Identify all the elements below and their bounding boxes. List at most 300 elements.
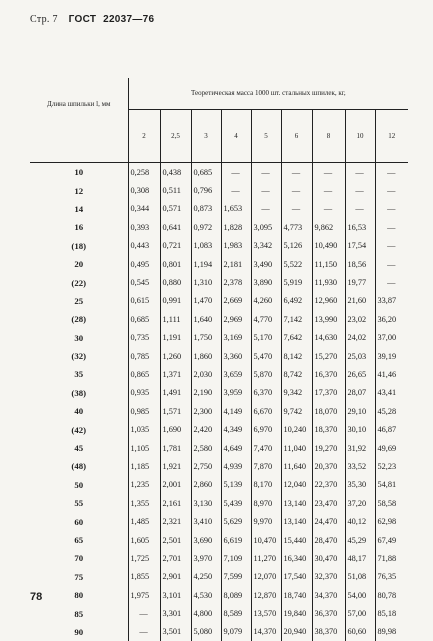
mass-cell: 3,690 xyxy=(191,531,221,549)
mass-cell: 11,040 xyxy=(281,439,312,457)
mass-cell: 2,001 xyxy=(160,476,191,494)
mass-cell: 26,65 xyxy=(345,365,375,383)
mass-cell: 0,308 xyxy=(128,181,160,199)
table-row xyxy=(30,365,408,383)
mass-cell: — xyxy=(128,623,160,641)
mass-cell: 40,12 xyxy=(345,512,375,530)
mass-cell: 2,901 xyxy=(160,568,191,586)
mass-cell: 0,511 xyxy=(160,181,191,199)
diameter-header: 10 xyxy=(345,109,375,162)
mass-cell: 1,035 xyxy=(128,420,160,438)
mass-cell: 8,742 xyxy=(281,365,312,383)
mass-cell: 1,355 xyxy=(128,494,160,512)
table-row xyxy=(30,420,408,438)
mass-cell: 2,190 xyxy=(191,384,221,402)
length-cell: 90 xyxy=(30,623,128,641)
mass-cell: 4,773 xyxy=(281,218,312,236)
mass-cell: 24,470 xyxy=(312,512,345,530)
mass-cell: 1,690 xyxy=(160,420,191,438)
length-cell: 45 xyxy=(30,439,128,457)
mass-cell: 36,370 xyxy=(312,604,345,622)
mass-cell: 3,130 xyxy=(191,494,221,512)
mass-cell: — xyxy=(251,181,281,199)
mass-cell: 9,342 xyxy=(281,384,312,402)
mass-cell: 1,105 xyxy=(128,439,160,457)
mass-cell: 4,149 xyxy=(221,402,251,420)
table-row xyxy=(30,347,408,365)
mass-cell: 23,470 xyxy=(312,494,345,512)
mass-cell: 51,08 xyxy=(345,568,375,586)
mass-cell: — xyxy=(312,163,345,182)
mass-cell: — xyxy=(221,163,251,182)
mass-cell: 2,501 xyxy=(160,531,191,549)
diameter-header: 6 xyxy=(281,109,312,162)
length-cell: 70 xyxy=(30,549,128,567)
mass-cell: 10,490 xyxy=(312,237,345,255)
mass-cell: 0,801 xyxy=(160,255,191,273)
mass-cell: 2,161 xyxy=(160,494,191,512)
mass-cell: 17,540 xyxy=(281,568,312,586)
mass-cell: 80,78 xyxy=(375,586,408,604)
mass-cell: 85,18 xyxy=(375,604,408,622)
mass-cell: 33,87 xyxy=(375,292,408,310)
mass-cell: 0,721 xyxy=(160,237,191,255)
mass-cell: 12,960 xyxy=(312,292,345,310)
mass-cell: 1,571 xyxy=(160,402,191,420)
mass-cell: 1,750 xyxy=(191,329,221,347)
mass-cell: 1,083 xyxy=(191,237,221,255)
mass-cell: 4,649 xyxy=(221,439,251,457)
mass-cell: 8,170 xyxy=(251,476,281,494)
mass-cell: 12,070 xyxy=(251,568,281,586)
mass-cell: 0,685 xyxy=(191,163,221,182)
mass-cell: 1,235 xyxy=(128,476,160,494)
mass-cell: 62,98 xyxy=(375,512,408,530)
mass-cell: 71,88 xyxy=(375,549,408,567)
mass-cell: 7,470 xyxy=(251,439,281,457)
mass-cell: 7,142 xyxy=(281,310,312,328)
mass-cell: 8,970 xyxy=(251,494,281,512)
mass-cell: 1,185 xyxy=(128,457,160,475)
mass-cell: 16,340 xyxy=(281,549,312,567)
mass-cell: 15,440 xyxy=(281,531,312,549)
mass-cell: 1,260 xyxy=(160,347,191,365)
mass-cell: — xyxy=(221,181,251,199)
table-row xyxy=(30,218,408,236)
mass-cell: — xyxy=(345,181,375,199)
mass-cell: 8,089 xyxy=(221,586,251,604)
mass-cell: 30,470 xyxy=(312,549,345,567)
mass-cell: 7,109 xyxy=(221,549,251,567)
length-cell: 12 xyxy=(30,181,128,199)
mass-cell: 3,501 xyxy=(160,623,191,641)
mass-cell: 41,46 xyxy=(375,365,408,383)
diameter-header: 3 xyxy=(191,109,221,162)
mass-cell: 48,17 xyxy=(345,549,375,567)
diameter-header: 12 xyxy=(375,109,408,162)
length-cell: 35 xyxy=(30,365,128,383)
mass-cell: 16,53 xyxy=(345,218,375,236)
mass-cell: 2,181 xyxy=(221,255,251,273)
mass-cell: 1,921 xyxy=(160,457,191,475)
mass-cell: 1,828 xyxy=(221,218,251,236)
page-header xyxy=(30,14,154,25)
length-cell: 65 xyxy=(30,531,128,549)
table-row xyxy=(30,237,408,255)
length-cell: 50 xyxy=(30,476,128,494)
mass-cell: 14,370 xyxy=(251,623,281,641)
diameter-header: 2 xyxy=(128,109,160,162)
table-row xyxy=(30,439,408,457)
gost-label: ГОСТ xyxy=(69,14,97,25)
mass-cell: 3,360 xyxy=(221,347,251,365)
mass-cell: 11,150 xyxy=(312,255,345,273)
mass-cell: 1,640 xyxy=(191,310,221,328)
mass-cell: — xyxy=(312,200,345,218)
length-cell: 60 xyxy=(30,512,128,530)
mass-cell: 0,735 xyxy=(128,329,160,347)
mass-cell: 6,670 xyxy=(251,402,281,420)
length-cell: 85 xyxy=(30,604,128,622)
mass-cell: 0,865 xyxy=(128,365,160,383)
mass-cell: 28,470 xyxy=(312,531,345,549)
mass-cell: — xyxy=(345,200,375,218)
mass-cell: 5,139 xyxy=(221,476,251,494)
mass-cell: 0,785 xyxy=(128,347,160,365)
mass-cell: 76,35 xyxy=(375,568,408,586)
table-row xyxy=(30,531,408,549)
length-cell: (38) xyxy=(30,384,128,402)
mass-cell: 3,342 xyxy=(251,237,281,255)
mass-cell: 1,975 xyxy=(128,586,160,604)
length-cell: 80 xyxy=(30,586,128,604)
mass-cell: 4,939 xyxy=(221,457,251,475)
mass-cell: 13,990 xyxy=(312,310,345,328)
mass-cell: 0,985 xyxy=(128,402,160,420)
mass-cell: 5,170 xyxy=(251,329,281,347)
table-row xyxy=(30,586,408,604)
mass-cell: 19,270 xyxy=(312,439,345,457)
length-cell: 40 xyxy=(30,402,128,420)
mass-cell: 0,873 xyxy=(191,200,221,218)
mass-cell: 60,60 xyxy=(345,623,375,641)
mass-cell: 37,20 xyxy=(345,494,375,512)
mass-cell: 31,92 xyxy=(345,439,375,457)
mass-cell: 9,862 xyxy=(312,218,345,236)
length-cell: 55 xyxy=(30,494,128,512)
table-row xyxy=(30,494,408,512)
mass-cell: 4,260 xyxy=(251,292,281,310)
diameter-header: 4 xyxy=(221,109,251,162)
length-cell: 10 xyxy=(30,163,128,182)
length-cell: (28) xyxy=(30,310,128,328)
mass-cell: 24,02 xyxy=(345,329,375,347)
mass-cell: 1,194 xyxy=(191,255,221,273)
mass-cell: 5,439 xyxy=(221,494,251,512)
mass-cell: — xyxy=(281,181,312,199)
mass-cell: 12,040 xyxy=(281,476,312,494)
mass-cell: 30,10 xyxy=(345,420,375,438)
mass-cell: 67,49 xyxy=(375,531,408,549)
mass-cell: — xyxy=(375,218,408,236)
mass-cell: — xyxy=(128,604,160,622)
mass-cell: 14,630 xyxy=(312,329,345,347)
mass-cell: 2,378 xyxy=(221,273,251,291)
diameter-header: 2,5 xyxy=(160,109,191,162)
table-row xyxy=(30,292,408,310)
table-body xyxy=(30,163,408,641)
mass-cell: 2,969 xyxy=(221,310,251,328)
mass-cell: — xyxy=(281,200,312,218)
mass-cell: 1,653 xyxy=(221,200,251,218)
mass-cell: 3,410 xyxy=(191,512,221,530)
mass-cell: — xyxy=(375,237,408,255)
mass-cell: 5,919 xyxy=(281,273,312,291)
diameter-header: 8 xyxy=(312,109,345,162)
mass-cell: 5,470 xyxy=(251,347,281,365)
mass-cell: 54,81 xyxy=(375,476,408,494)
mass-cell: 13,140 xyxy=(281,512,312,530)
mass-cell: 1,191 xyxy=(160,329,191,347)
mass-cell: 2,669 xyxy=(221,292,251,310)
length-cell: (18) xyxy=(30,237,128,255)
mass-cell: 1,781 xyxy=(160,439,191,457)
mass-cell: 1,485 xyxy=(128,512,160,530)
length-cell: 16 xyxy=(30,218,128,236)
mass-cell: 0,615 xyxy=(128,292,160,310)
mass-cell: 7,599 xyxy=(221,568,251,586)
table-row xyxy=(30,476,408,494)
mass-cell: 13,140 xyxy=(281,494,312,512)
table-row xyxy=(30,549,408,567)
mass-cell: 1,470 xyxy=(191,292,221,310)
mass-cell: 17,370 xyxy=(312,384,345,402)
mass-cell: 1,983 xyxy=(221,237,251,255)
mass-cell: 22,370 xyxy=(312,476,345,494)
mass-cell: 9,970 xyxy=(251,512,281,530)
mass-cell: 19,840 xyxy=(281,604,312,622)
mass-cell: — xyxy=(281,163,312,182)
length-cell: 25 xyxy=(30,292,128,310)
length-header: Длина шпильки l, мм xyxy=(30,78,128,163)
mass-cell: 49,69 xyxy=(375,439,408,457)
page-number: 78 xyxy=(30,591,42,603)
mass-cell: 4,349 xyxy=(221,420,251,438)
table-row xyxy=(30,402,408,420)
mass-cell: 6,492 xyxy=(281,292,312,310)
mass-cell: 2,860 xyxy=(191,476,221,494)
mass-cell: 57,00 xyxy=(345,604,375,622)
table-row xyxy=(30,163,408,182)
page-label: Стр. 7 xyxy=(30,14,58,25)
mass-cell: 89,98 xyxy=(375,623,408,641)
mass-cell: 35,30 xyxy=(345,476,375,494)
mass-cell: 2,300 xyxy=(191,402,221,420)
mass-cell: 5,126 xyxy=(281,237,312,255)
mass-cell: 1,725 xyxy=(128,549,160,567)
mass-cell: 1,605 xyxy=(128,531,160,549)
mass-cell: 4,800 xyxy=(191,604,221,622)
mass-cell: 3,490 xyxy=(251,255,281,273)
mass-cell: — xyxy=(375,273,408,291)
table-row xyxy=(30,273,408,291)
mass-cell: 2,321 xyxy=(160,512,191,530)
table-row xyxy=(30,310,408,328)
mass-cell: 52,23 xyxy=(375,457,408,475)
mass-cell: 10,470 xyxy=(251,531,281,549)
mass-cell: 1,371 xyxy=(160,365,191,383)
mass-cell: 0,935 xyxy=(128,384,160,402)
table-row xyxy=(30,568,408,586)
length-cell: 14 xyxy=(30,200,128,218)
mass-cell: 0,991 xyxy=(160,292,191,310)
mass-cell: 28,07 xyxy=(345,384,375,402)
mass-cell: 0,545 xyxy=(128,273,160,291)
mass-cell: 3,095 xyxy=(251,218,281,236)
mass-cell: 2,420 xyxy=(191,420,221,438)
mass-cell: 6,970 xyxy=(251,420,281,438)
mass-cell: 16,370 xyxy=(312,365,345,383)
length-cell: (22) xyxy=(30,273,128,291)
mass-cell: 20,940 xyxy=(281,623,312,641)
mass-cell: — xyxy=(375,163,408,182)
mass-cell: 11,270 xyxy=(251,549,281,567)
mass-cell: 0,571 xyxy=(160,200,191,218)
mass-cell: 20,370 xyxy=(312,457,345,475)
mass-cell: — xyxy=(251,200,281,218)
mass-table xyxy=(30,78,408,641)
mass-cell: 3,959 xyxy=(221,384,251,402)
mass-cell: 32,370 xyxy=(312,568,345,586)
mass-cell: 0,344 xyxy=(128,200,160,218)
mass-cell: 6,619 xyxy=(221,531,251,549)
mass-cell: 29,10 xyxy=(345,402,375,420)
mass-cell: 1,860 xyxy=(191,347,221,365)
mass-cell: 4,770 xyxy=(251,310,281,328)
mass-cell: 36,20 xyxy=(375,310,408,328)
length-cell: 20 xyxy=(30,255,128,273)
length-cell: 75 xyxy=(30,568,128,586)
diameter-header: 5 xyxy=(251,109,281,162)
mass-cell: 17,54 xyxy=(345,237,375,255)
mass-cell: 9,742 xyxy=(281,402,312,420)
mass-cell: — xyxy=(375,181,408,199)
mass-cell: 11,930 xyxy=(312,273,345,291)
length-cell: (42) xyxy=(30,420,128,438)
mass-cell: 18,370 xyxy=(312,420,345,438)
mass-cell: 5,870 xyxy=(251,365,281,383)
mass-cell: 13,570 xyxy=(251,604,281,622)
mass-cell: 3,890 xyxy=(251,273,281,291)
mass-cell: 7,642 xyxy=(281,329,312,347)
mass-cell: 1,855 xyxy=(128,568,160,586)
mass-cell: — xyxy=(375,200,408,218)
mass-cell: 9,079 xyxy=(221,623,251,641)
mass-cell: — xyxy=(251,163,281,182)
mass-cell: 25,03 xyxy=(345,347,375,365)
table-row xyxy=(30,200,408,218)
mass-cell: 18,56 xyxy=(345,255,375,273)
mass-cell: 3,169 xyxy=(221,329,251,347)
mass-cell: 0,393 xyxy=(128,218,160,236)
mass-cell: 0,258 xyxy=(128,163,160,182)
mass-cell: 1,111 xyxy=(160,310,191,328)
mass-title-header: Теоретическая масса 1000 шт. стальных шпилек, кг, xyxy=(128,78,408,109)
mass-cell: 3,970 xyxy=(191,549,221,567)
mass-cell: 5,629 xyxy=(221,512,251,530)
mass-cell: 46,87 xyxy=(375,420,408,438)
mass-cell: 2,750 xyxy=(191,457,221,475)
mass-cell: 3,101 xyxy=(160,586,191,604)
mass-cell: 7,870 xyxy=(251,457,281,475)
mass-cell: 3,301 xyxy=(160,604,191,622)
mass-cell: 0,443 xyxy=(128,237,160,255)
mass-cell: 18,740 xyxy=(281,586,312,604)
mass-cell: 4,250 xyxy=(191,568,221,586)
mass-cell: 3,659 xyxy=(221,365,251,383)
mass-cell: 0,972 xyxy=(191,218,221,236)
table-row xyxy=(30,384,408,402)
mass-cell: 4,530 xyxy=(191,586,221,604)
length-cell: 30 xyxy=(30,329,128,347)
table-row xyxy=(30,181,408,199)
mass-cell: 2,580 xyxy=(191,439,221,457)
mass-cell: 5,522 xyxy=(281,255,312,273)
mass-cell: 33,52 xyxy=(345,457,375,475)
mass-cell: 1,491 xyxy=(160,384,191,402)
length-cell: (48) xyxy=(30,457,128,475)
mass-cell: 0,641 xyxy=(160,218,191,236)
table-row xyxy=(30,457,408,475)
mass-cell: — xyxy=(345,163,375,182)
mass-cell: 12,870 xyxy=(251,586,281,604)
mass-cell: 39,19 xyxy=(375,347,408,365)
mass-cell: 6,370 xyxy=(251,384,281,402)
mass-cell: 34,370 xyxy=(312,586,345,604)
standard-number: 22037—76 xyxy=(103,14,154,25)
mass-cell: — xyxy=(312,181,345,199)
length-cell: (32) xyxy=(30,347,128,365)
mass-cell: 0,438 xyxy=(160,163,191,182)
mass-cell: 45,28 xyxy=(375,402,408,420)
table-row xyxy=(30,623,408,641)
mass-cell: 11,640 xyxy=(281,457,312,475)
mass-cell: 58,58 xyxy=(375,494,408,512)
mass-cell: 0,685 xyxy=(128,310,160,328)
mass-cell: — xyxy=(375,255,408,273)
mass-cell: 2,701 xyxy=(160,549,191,567)
mass-cell: 21,60 xyxy=(345,292,375,310)
mass-cell: 54,00 xyxy=(345,586,375,604)
mass-cell: 5,080 xyxy=(191,623,221,641)
mass-cell: 0,796 xyxy=(191,181,221,199)
mass-cell: 8,142 xyxy=(281,347,312,365)
mass-cell: 18,070 xyxy=(312,402,345,420)
table-row xyxy=(30,329,408,347)
mass-cell: 10,240 xyxy=(281,420,312,438)
mass-cell: 45,29 xyxy=(345,531,375,549)
mass-cell: 43,41 xyxy=(375,384,408,402)
mass-cell: 38,370 xyxy=(312,623,345,641)
mass-cell: 1,310 xyxy=(191,273,221,291)
mass-cell: 23,02 xyxy=(345,310,375,328)
mass-cell: 8,589 xyxy=(221,604,251,622)
mass-cell: 0,880 xyxy=(160,273,191,291)
mass-cell: 15,270 xyxy=(312,347,345,365)
mass-cell: 2,030 xyxy=(191,365,221,383)
mass-cell: 19,77 xyxy=(345,273,375,291)
mass-cell: 37,00 xyxy=(375,329,408,347)
